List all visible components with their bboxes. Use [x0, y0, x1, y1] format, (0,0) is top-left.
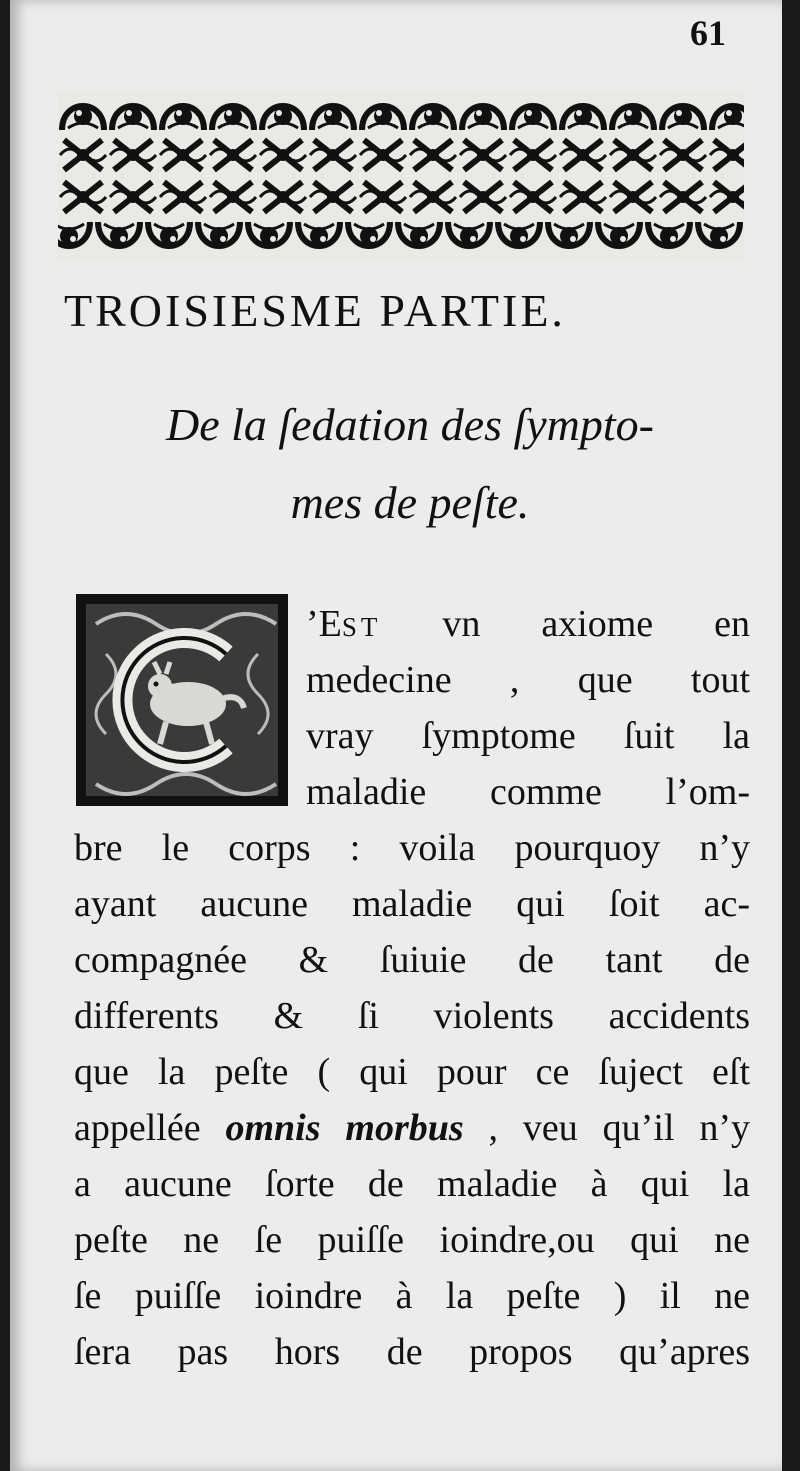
decorated-initial-c-icon [76, 594, 288, 806]
text-line-11: a aucune ſorte de maladie à qui la [74, 1163, 750, 1205]
text-line-10-start: appellée [74, 1107, 226, 1149]
floral-headpiece-icon [58, 92, 744, 260]
text-line-12: peſte ne ſe puiſſe ioindre,ou qui ne [74, 1219, 750, 1261]
text-line-5: bre le corps : voila pourquoy n’y [74, 827, 750, 869]
small-caps-text: st [341, 603, 382, 645]
latin-phrase: omnis morbus [225, 1107, 464, 1149]
text-line-10 [74, 1100, 750, 1156]
text-line-13: ſe puiſſe ioindre à la peſte ) il ne [74, 1275, 750, 1317]
text-line-1-start: ’E [306, 603, 342, 645]
book-page [10, 0, 782, 1471]
text-line-1-end: vn axiome en [381, 603, 750, 645]
chapter-title-line-1: De la ſedation des ſympto- [165, 399, 654, 450]
text-line-9: que la peſte ( qui pour ce ſuject eſt [74, 1051, 750, 1093]
chapter-title-line-2: mes de peſte. [290, 477, 530, 528]
text-line-10-end: , veu qu’il n’y [463, 1107, 750, 1149]
text-line-8: differents & ſi violents accidents [74, 995, 750, 1037]
part-heading: TROISIESME PARTIE. [64, 285, 566, 336]
text-line-7: compagnée & ſuiuie de tant de [74, 939, 750, 981]
text-line-3: vray ſymptome ſuit la [306, 715, 750, 757]
text-line-14: ſera pas hors de propos qu’apres [74, 1331, 750, 1373]
text-line-4: maladie comme l’om- [306, 771, 750, 813]
page-number: 61 [690, 13, 726, 53]
text-line-2: medecine , que tout [306, 659, 750, 701]
text-line-6: ayant aucune maladie qui ſoit ac- [74, 883, 750, 925]
text-line-1 [306, 596, 750, 652]
